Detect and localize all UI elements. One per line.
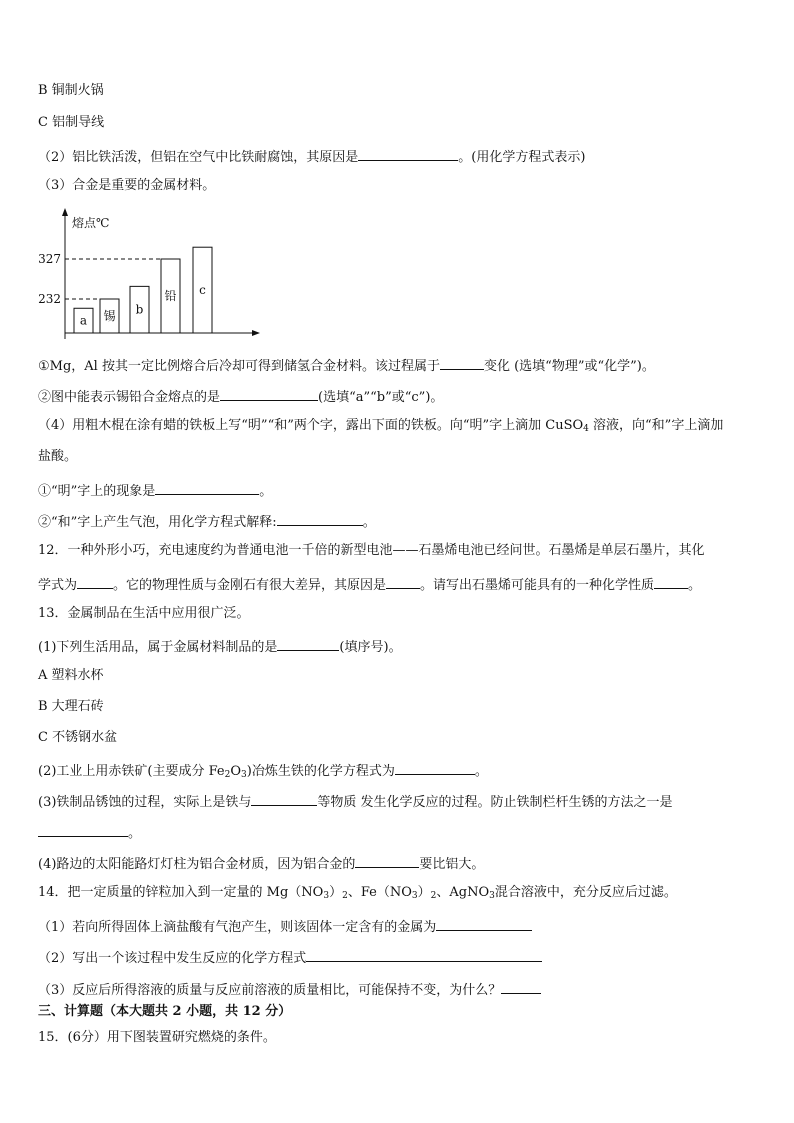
q12-text-d: 。 xyxy=(688,578,702,593)
y-tick-label: 327 xyxy=(38,252,61,266)
subscript: 4 xyxy=(583,424,589,434)
answer-blank[interactable] xyxy=(358,146,458,161)
q12-line1: 12．一种外形小巧，充电速度约为普通电池一千倍的新型电池——石墨烯电池已经问世。石墨烯是单层石墨片，其化 xyxy=(38,543,705,558)
q14-part3 xyxy=(38,979,541,1000)
q14-part1 xyxy=(38,916,532,937)
subscript: 3 xyxy=(411,891,418,901)
section-3-title: 三、计算题（本大题共 2 小题，共 12 分） xyxy=(38,1004,292,1019)
answer-blank[interactable] xyxy=(501,979,541,994)
answer-blank[interactable] xyxy=(436,916,532,931)
bar-label-2: b xyxy=(135,302,144,317)
q13-option-c: C 不锈钢水盆 xyxy=(38,730,118,745)
subscript: 2 xyxy=(430,891,437,901)
q13-part4-text: (4)路边的太阳能路灯灯柱为铝合金材质，因为铝合金的 xyxy=(38,857,356,872)
q13-part3-continuation xyxy=(38,822,141,843)
q11-part2-text: （2）铝比铁活泼，但铝在空气中比铁耐腐蚀，其原因是 xyxy=(38,150,359,165)
q12-text-c: 。请写出石墨烯可能具有的一种化学性质 xyxy=(420,578,655,593)
q13-part2-text: (2)工业上用赤铁矿(主要成分 Fe xyxy=(38,764,225,779)
answer-blank[interactable] xyxy=(355,853,419,868)
q11-part3-1-text: ①Mg，Al 按其一定比例熔合后冷却可得到储氢合金材料。该过程属于 xyxy=(38,359,440,374)
q11-part4-1-suffix: 。 xyxy=(259,484,273,499)
answer-blank[interactable] xyxy=(440,355,484,370)
q13-part4 xyxy=(38,853,484,874)
q11-part3: （3）合金是重要的金属材料。 xyxy=(38,178,216,193)
q11-part4-1-text: ①“明”字上的现象是 xyxy=(38,484,156,499)
q14-title xyxy=(38,884,677,902)
answer-blank[interactable] xyxy=(386,574,420,589)
q14-title-part: 、Fe（NO xyxy=(347,885,412,900)
answer-blank[interactable] xyxy=(77,574,113,589)
answer-blank[interactable] xyxy=(155,480,259,495)
answer-blank[interactable] xyxy=(306,947,542,962)
formula-o: O xyxy=(230,764,242,779)
q11-part4-2-suffix: 。 xyxy=(362,515,376,530)
q13-title: 13．金属制品在生活中应用很广泛。 xyxy=(38,606,250,621)
q13-part4-suffix: 要比铝大。 xyxy=(419,857,485,872)
y-tick-label: 232 xyxy=(38,292,61,306)
q13-part1-text: (1)下列生活用品，属于金属材料制品的是 xyxy=(38,640,278,655)
q14-title-part: 、AgNO xyxy=(436,885,490,900)
q13-part2-suffix: 。 xyxy=(474,764,488,779)
q14-title-text: 14．把一定质量的锌粒加入到一定量的 Mg（NO xyxy=(38,885,324,900)
subscript: 2 xyxy=(342,891,348,901)
subscript: 2 xyxy=(224,770,231,780)
q13-option-a: A 塑料水杯 xyxy=(38,668,104,683)
y-axis-label: 熔点℃ xyxy=(72,216,110,230)
q12-line2 xyxy=(38,574,701,595)
bars xyxy=(74,247,212,333)
q13-part3-mid: 等物质 发生化学反应的过程。防止铁制栏杆生锈的方法之一是 xyxy=(317,795,673,810)
q11-part3-2-text: ②图中能表示锡铅合金熔点的是 xyxy=(38,390,221,405)
y-axis-arrow xyxy=(62,208,68,216)
bar-label-1: 锡 xyxy=(103,309,116,323)
q14-title-part: ） xyxy=(329,885,343,900)
q13-part1 xyxy=(38,636,402,657)
q15-title: 15．(6分）用下图装置研究燃烧的条件。 xyxy=(38,1030,276,1045)
q14-part2-text: （2）写出一个该过程中发生反应的化学方程式 xyxy=(38,951,307,966)
q11-part4 xyxy=(38,417,723,435)
q11-part4-text: （4）用粗木棍在涂有蜡的铁板上写“明”“和”两个字，露出下面的铁板。向“明”字上滴加 CuSO xyxy=(38,418,584,433)
q13-part1-suffix: (填序号)。 xyxy=(339,640,402,655)
melting-point-chart xyxy=(30,205,270,345)
q11-part4-continuation: 盐酸。 xyxy=(38,449,78,464)
bar-label-0: a xyxy=(79,313,88,328)
q13-part2-text2: )冶炼生铁的化学方程式为 xyxy=(246,764,395,779)
q11-part3-1 xyxy=(38,355,655,376)
q12-text-b: 。它的物理性质与金刚石有很大差异，其原因是 xyxy=(113,578,387,593)
q13-part3-text: (3)铁制品锈蚀的过程，实际上是铁与 xyxy=(38,795,252,810)
answer-blank[interactable] xyxy=(251,791,317,806)
answer-blank[interactable] xyxy=(220,386,318,401)
q11-part2 xyxy=(38,146,585,167)
q11-part3-1-suffix: 变化 (选填“物理”或“化学”)。 xyxy=(483,359,655,374)
answer-blank[interactable] xyxy=(277,511,363,526)
subscript: 3 xyxy=(489,891,495,901)
q11-part4-2 xyxy=(38,511,376,532)
q13-option-b: B 大理石砖 xyxy=(38,699,104,714)
option-b-copper-hotpot: B 铜制火锅 xyxy=(38,83,104,98)
bar-label-3: 铅 xyxy=(164,289,177,303)
q11-part4-1 xyxy=(38,480,272,501)
subscript: 3 xyxy=(323,891,330,901)
q14-title-end: 混合溶液中，充分反应后过滤。 xyxy=(494,885,677,900)
subscript: 3 xyxy=(241,770,247,780)
x-axis-arrow xyxy=(252,330,260,336)
answer-blank[interactable] xyxy=(395,760,475,775)
q13-part3 xyxy=(38,791,673,812)
q11-part3-2 xyxy=(38,386,443,407)
q13-part2 xyxy=(38,760,488,781)
q11-part2-suffix: 。(用化学方程式表示) xyxy=(458,150,586,165)
answer-blank[interactable] xyxy=(38,822,128,837)
q11-part4-text2: 溶液，向“和”字上滴加 xyxy=(588,418,724,433)
q12-text-a: 学式为 xyxy=(38,578,78,593)
answer-blank[interactable] xyxy=(277,636,339,651)
bar-label-4: c xyxy=(199,283,206,298)
q13-part3-end: 。 xyxy=(128,826,142,841)
q14-part2 xyxy=(38,947,542,968)
option-c-aluminum-wire: C 铝制导线 xyxy=(38,115,105,130)
q11-part4-2-text: ②“和”字上产生气泡，用化学方程式解释: xyxy=(38,515,277,530)
q11-part3-2-suffix: (选填“a”“b”或“c”)。 xyxy=(318,390,444,405)
y-tick-labels xyxy=(38,252,61,306)
q14-part3-text: （3）反应后所得溶液的质量与反应前溶液的质量相比，可能保持不变，为什么？ xyxy=(38,983,502,998)
q14-part1-text: （1）若向所得固体上滴盐酸有气泡产生，则该固体一定含有的金属为 xyxy=(38,920,437,935)
q14-title-part: ） xyxy=(417,885,431,900)
answer-blank[interactable] xyxy=(654,574,688,589)
